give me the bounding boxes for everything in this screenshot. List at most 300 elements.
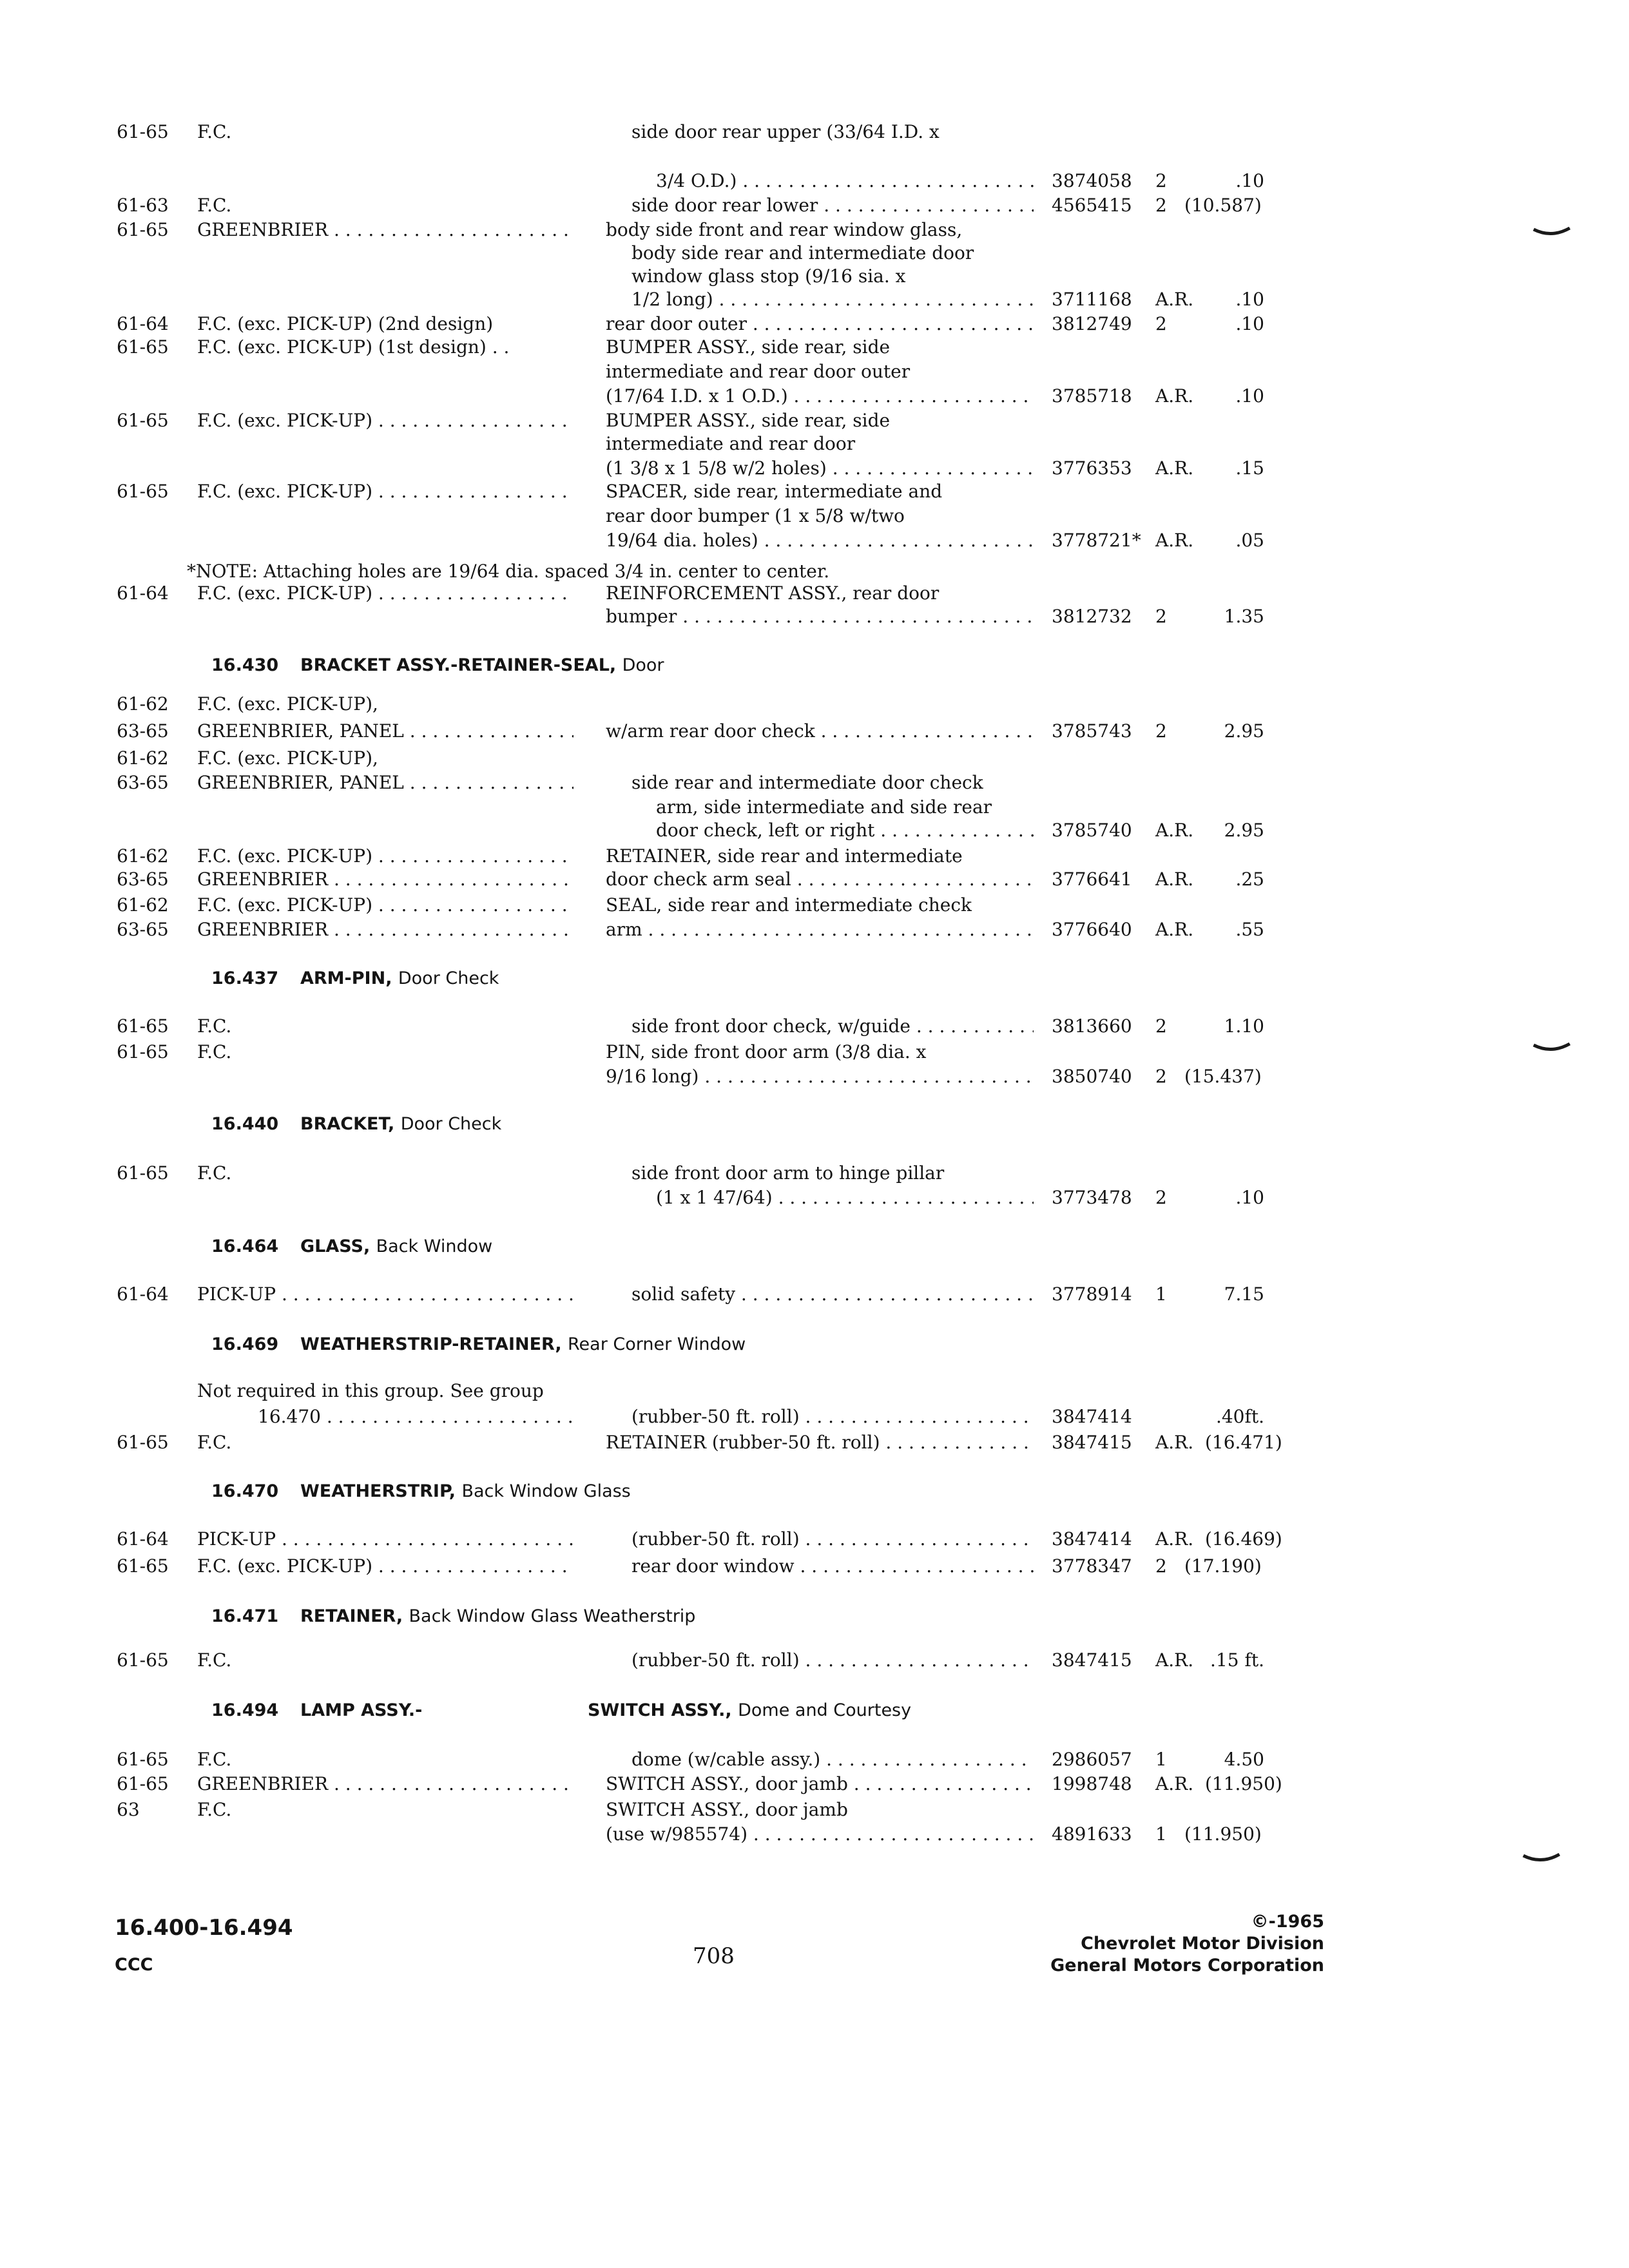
part-number: 3847414 <box>1052 1406 1132 1427</box>
leader-dots <box>848 1773 1034 1794</box>
parts-row <box>0 432 1629 456</box>
part-description <box>656 169 1034 193</box>
leader-dots <box>372 845 574 867</box>
part-number: 3847414 <box>1052 1528 1132 1550</box>
model-usage-text: GREENBRIER <box>197 869 329 890</box>
part-description <box>631 264 905 289</box>
part-description-text: SWITCH ASSY., door jamb <box>606 1799 848 1820</box>
quantity: A.R. <box>1155 869 1194 890</box>
model-years: 61-65 <box>117 121 169 142</box>
model-years: 61-65 <box>117 219 169 240</box>
part-description-text: intermediate and rear door outer <box>606 361 911 382</box>
section-title <box>300 1235 492 1259</box>
part-description <box>606 1798 848 1822</box>
model-years: 63-65 <box>117 772 169 793</box>
quantity: 2 <box>1155 170 1167 191</box>
parts-row <box>0 1798 1629 1822</box>
model-years: 61-64 <box>117 1528 169 1550</box>
part-number: 3874058 <box>1052 170 1132 191</box>
page-number: 708 <box>693 1943 735 1969</box>
part-description <box>631 1747 1034 1772</box>
model-usage <box>197 844 574 869</box>
leader-dots <box>372 481 574 502</box>
part-number: 1998748 <box>1052 1773 1132 1794</box>
quantity: A.R. <box>1155 919 1194 940</box>
parts-row <box>0 918 1629 942</box>
section-heading <box>0 1332 1629 1357</box>
part-number: 3785718 <box>1052 385 1132 407</box>
model-usage-text: GREENBRIER <box>197 219 329 240</box>
quantity: A.R. <box>1155 1773 1194 1794</box>
parts-row <box>0 1772 1629 1796</box>
part-number: 4891633 <box>1052 1823 1132 1845</box>
section-title-main: BRACKET ASSY.-RETAINER-SEAL, <box>300 655 617 675</box>
part-description <box>631 1014 1034 1039</box>
part-description <box>631 1648 1034 1673</box>
quantity: 2 <box>1155 1066 1167 1087</box>
part-description-text: 9/16 long) <box>606 1066 699 1087</box>
price: (16.471) <box>1205 1432 1282 1453</box>
leader-dots <box>800 1649 1034 1671</box>
part-number: 3813660 <box>1052 1015 1132 1037</box>
quantity: A.R. <box>1155 1432 1194 1453</box>
footer-code: CCC <box>115 1955 153 1975</box>
model-years: 63-65 <box>117 869 169 890</box>
punch-mark-decoration <box>1532 227 1571 238</box>
section-number: 16.464 <box>211 1236 279 1256</box>
part-description-text: arm <box>606 919 642 940</box>
part-description-text: RETAINER, side rear and intermediate <box>606 845 963 867</box>
part-description <box>606 844 963 869</box>
parts-row <box>0 1014 1629 1039</box>
section-title-main: ARM-PIN, <box>300 968 392 988</box>
model-years: 61-65 <box>117 410 169 431</box>
leader-dots <box>795 1555 1034 1577</box>
part-description-text: side rear and intermediate door check <box>631 772 983 793</box>
footer-division: Chevrolet Motor Division <box>1081 1934 1324 1954</box>
model-usage-text: F.C. <box>197 121 232 142</box>
price: .40ft. <box>1215 1406 1264 1427</box>
model-usage-text: F.C. <box>197 1041 232 1062</box>
quantity: A.R. <box>1155 820 1194 841</box>
parts-row <box>0 844 1629 869</box>
part-number: 3785740 <box>1052 820 1132 841</box>
model-years: 61-62 <box>117 845 169 867</box>
part-description <box>631 120 940 144</box>
model-usage-text: PICK-UP <box>197 1283 276 1305</box>
model-usage-text: F.C. <box>197 1799 232 1820</box>
part-description <box>631 241 974 265</box>
parts-row <box>0 360 1629 384</box>
part-description <box>631 1405 1034 1429</box>
part-number: 3776640 <box>1052 919 1132 940</box>
part-description-text: (rubber-50 ft. roll) <box>631 1649 800 1671</box>
section-title-main: WEATHERSTRIP-RETAINER, <box>300 1334 562 1354</box>
leader-dots <box>328 869 574 890</box>
model-usage-text: F.C. <box>197 195 232 216</box>
price: 4.50 <box>1224 1749 1264 1770</box>
model-years: 61-62 <box>117 894 169 916</box>
part-description-text: side door rear lower <box>631 195 818 216</box>
part-description <box>631 1282 1034 1307</box>
model-years: 61-64 <box>117 1283 169 1305</box>
price: 1.10 <box>1224 1015 1264 1037</box>
section-subtitle: Back Window Glass <box>461 1481 631 1501</box>
part-number: 3812732 <box>1052 606 1132 627</box>
part-description <box>606 1430 1034 1455</box>
leader-dots <box>773 1187 1034 1208</box>
note-text: *NOTE: Attaching holes are 19/64 dia. spaced 3/4 in. center to center. <box>187 561 830 582</box>
model-usage <box>197 1430 231 1455</box>
leader-dots <box>827 457 1034 479</box>
part-description-text: rear door outer <box>606 313 747 334</box>
part-description-text: arm, side intermediate and side rear <box>656 796 992 818</box>
model-usage-text: F.C. (exc. PICK-UP) <box>197 410 372 431</box>
part-description <box>606 893 972 918</box>
part-number: 3776353 <box>1052 457 1132 479</box>
section-number: 16.440 <box>211 1114 279 1134</box>
part-description-text: 19/64 dia. holes) <box>606 530 758 551</box>
leader-dots <box>372 894 574 916</box>
part-description <box>606 218 962 242</box>
part-number: 2986057 <box>1052 1749 1132 1770</box>
model-usage-text: F.C. <box>197 1015 232 1037</box>
parts-row <box>0 169 1629 193</box>
parts-row <box>0 1282 1629 1307</box>
part-description-text: 3/4 O.D.) <box>656 170 737 191</box>
model-usage <box>197 581 574 606</box>
price: .05 <box>1235 530 1264 551</box>
part-description <box>631 287 1034 312</box>
part-description-text: door check, left or right <box>656 820 875 841</box>
model-usage-text: F.C. <box>197 1162 232 1184</box>
parts-row <box>0 218 1629 242</box>
price: (17.190) <box>1184 1555 1262 1577</box>
price: (16.469) <box>1205 1528 1282 1550</box>
leader-dots <box>328 219 574 240</box>
leader-dots <box>642 919 1034 940</box>
model-usage <box>197 1772 574 1796</box>
section-title <box>300 653 664 678</box>
price: .10 <box>1235 170 1264 191</box>
parts-row <box>0 479 1629 504</box>
parts-row <box>0 193 1629 218</box>
part-description-text: rear door bumper (1 x 5/8 w/two <box>606 505 905 526</box>
model-usage <box>197 218 574 242</box>
part-description <box>606 604 1034 629</box>
part-description-text: BUMPER ASSY., side rear, side <box>606 336 891 358</box>
model-usage-text: F.C. (exc. PICK-UP), <box>197 693 378 715</box>
model-usage-text: GREENBRIER, PANEL <box>197 720 404 742</box>
price: (11.950) <box>1184 1823 1262 1845</box>
section-heading <box>0 1604 1629 1629</box>
leader-dots <box>321 1406 574 1427</box>
model-usage-text: Not required in this group. See group <box>197 1380 544 1401</box>
parts-row <box>0 1040 1629 1064</box>
model-usage <box>197 335 509 360</box>
parts-row <box>0 1747 1629 1772</box>
leader-dots <box>328 1773 574 1794</box>
part-description <box>656 795 992 820</box>
price: 2.95 <box>1224 820 1264 841</box>
section-title <box>300 1479 631 1504</box>
punch-mark-decoration <box>1522 1853 1561 1865</box>
quantity: 2 <box>1155 1555 1167 1577</box>
model-usage <box>197 312 493 336</box>
parts-row <box>0 1161 1629 1186</box>
part-description <box>631 1527 1034 1552</box>
part-number: 3778721* <box>1052 530 1141 551</box>
model-years: 61-63 <box>117 195 169 216</box>
section-subtitle: Back Window Glass Weatherstrip <box>409 1606 696 1626</box>
parts-row <box>0 867 1629 892</box>
section-title <box>300 966 499 991</box>
part-description-text: (17/64 I.D. x 1 O.D.) <box>606 385 788 407</box>
model-usage <box>197 1798 231 1822</box>
model-usage-text: F.C. (exc. PICK-UP), <box>197 747 378 769</box>
part-number: 3850740 <box>1052 1066 1132 1087</box>
parts-row <box>0 1648 1629 1673</box>
section-heading <box>0 966 1629 991</box>
section-title-second <box>588 1698 911 1723</box>
part-description-text: side front door check, w/guide <box>631 1015 911 1037</box>
leader-dots <box>713 289 1034 310</box>
section-title <box>300 1112 501 1137</box>
parts-row <box>0 581 1629 606</box>
section-heading <box>0 653 1629 678</box>
part-description <box>631 193 1034 218</box>
parts-row <box>0 692 1629 716</box>
model-usage <box>197 692 378 716</box>
part-number: 3847415 <box>1052 1432 1132 1453</box>
part-description <box>606 918 1034 942</box>
model-years: 63-65 <box>117 720 169 742</box>
part-description-text: door check arm seal <box>606 869 791 890</box>
model-usage <box>197 1527 574 1552</box>
price: 2.95 <box>1224 720 1264 742</box>
model-usage <box>197 1282 574 1307</box>
parts-row <box>0 1186 1629 1210</box>
parts-row <box>0 1379 1629 1403</box>
leader-dots <box>820 1749 1034 1770</box>
part-description <box>606 408 890 433</box>
part-description-text: intermediate and rear door <box>606 433 856 454</box>
section-subtitle: Dome and Courtesy <box>738 1700 912 1720</box>
part-description-text: PIN, side front door arm (3/8 dia. x <box>606 1041 927 1062</box>
section-subtitle: Door Check <box>398 968 499 988</box>
part-description <box>606 360 910 384</box>
model-years: 63 <box>117 1799 140 1820</box>
part-number: 3847415 <box>1052 1649 1132 1671</box>
part-description <box>606 384 1034 408</box>
part-description <box>606 581 939 606</box>
part-description <box>606 528 1034 553</box>
quantity: A.R. <box>1155 385 1194 407</box>
section-subtitle: Back Window <box>376 1236 493 1256</box>
punch-mark-decoration <box>1532 1043 1571 1054</box>
section-title-main: RETAINER, <box>300 1606 403 1626</box>
leader-dots <box>404 720 574 742</box>
section-title-main: LAMP ASSY.- <box>300 1700 423 1720</box>
model-usage-text: F.C. (exc. PICK-UP) <box>197 845 372 867</box>
section-subtitle: Rear Corner Window <box>568 1334 746 1354</box>
price: 7.15 <box>1224 1283 1264 1305</box>
leader-dots <box>276 1283 574 1305</box>
parts-row <box>0 241 1629 265</box>
model-usage-text: PICK-UP <box>197 1528 276 1550</box>
model-usage <box>197 867 574 892</box>
leader-dots <box>880 1432 1034 1453</box>
part-description-text: body side rear and intermediate door <box>631 242 974 264</box>
section-number: 16.494 <box>211 1700 279 1720</box>
model-years: 61-65 <box>117 336 169 358</box>
parts-row <box>0 528 1629 553</box>
leader-dots <box>800 1528 1034 1550</box>
section-heading <box>0 1479 1629 1504</box>
part-number: 3778347 <box>1052 1555 1132 1577</box>
price: 1.35 <box>1224 606 1264 627</box>
leader-dots <box>758 530 1034 551</box>
leader-dots <box>747 1823 1034 1845</box>
model-years: 61-65 <box>117 1773 169 1794</box>
section-number: 16.469 <box>211 1334 279 1354</box>
part-description <box>606 719 1034 744</box>
model-years: 61-65 <box>117 1015 169 1037</box>
part-description-text: REINFORCEMENT ASSY., rear door <box>606 582 940 604</box>
part-number: 3776641 <box>1052 869 1132 890</box>
parts-row <box>0 408 1629 433</box>
parts-row <box>0 771 1629 795</box>
part-description <box>606 432 855 456</box>
parts-row <box>0 287 1629 312</box>
parts-row <box>0 1405 1629 1429</box>
leader-dots <box>747 313 1034 334</box>
price: .10 <box>1235 385 1264 407</box>
part-description-text: w/arm rear door check <box>606 720 815 742</box>
model-years: 61-65 <box>117 1041 169 1062</box>
part-number: 3773478 <box>1052 1187 1132 1208</box>
part-description-text: SPACER, side rear, intermediate and <box>606 481 943 502</box>
part-number: 4565415 <box>1052 195 1132 216</box>
model-usage-text: F.C. (exc. PICK-UP) <box>197 481 372 502</box>
part-description-text: rear door window <box>631 1555 795 1577</box>
quantity: 2 <box>1155 313 1167 334</box>
price: .15 ft. <box>1210 1649 1264 1671</box>
part-description-text: SEAL, side rear and intermediate check <box>606 894 972 916</box>
model-years: 61-65 <box>117 1162 169 1184</box>
price: (15.437) <box>1184 1066 1262 1087</box>
quantity: A.R. <box>1155 457 1194 479</box>
section-number: 16.470 <box>211 1481 279 1501</box>
part-description <box>606 867 1034 892</box>
model-usage <box>197 918 574 942</box>
leader-dots <box>815 720 1034 742</box>
part-description-text: (rubber-50 ft. roll) <box>631 1406 800 1427</box>
part-description <box>631 771 983 795</box>
footer-section-range: 16.400-16.494 <box>115 1915 293 1941</box>
parts-row <box>0 1554 1629 1579</box>
note-row <box>0 559 1629 584</box>
leader-dots <box>735 1283 1034 1305</box>
part-number: 3785743 <box>1052 720 1132 742</box>
model-usage <box>197 893 574 918</box>
price: .10 <box>1235 313 1264 334</box>
parts-row <box>0 818 1629 843</box>
parts-row <box>0 120 1629 144</box>
quantity: A.R. <box>1155 289 1194 310</box>
model-usage <box>197 479 574 504</box>
model-usage-text: F.C. (exc. PICK-UP) (1st design) . . <box>197 336 510 358</box>
part-description <box>606 1772 1034 1796</box>
price: .10 <box>1235 289 1264 310</box>
model-years: 61-65 <box>117 481 169 502</box>
model-years: 61-64 <box>117 582 169 604</box>
leader-dots <box>372 410 574 431</box>
part-description <box>606 312 1034 336</box>
leader-dots <box>404 772 574 793</box>
part-description <box>606 1040 926 1064</box>
leader-dots <box>911 1015 1034 1037</box>
leader-dots <box>372 582 574 604</box>
parts-row <box>0 1527 1629 1552</box>
model-usage <box>197 719 574 744</box>
model-years: 61-62 <box>117 693 169 715</box>
model-years: 61-65 <box>117 1649 169 1671</box>
section-title <box>300 1604 695 1629</box>
parts-row <box>0 312 1629 336</box>
model-usage <box>197 408 574 433</box>
model-years: 61-65 <box>117 1749 169 1770</box>
part-number: 3778914 <box>1052 1283 1132 1305</box>
part-description-text: window glass stop (9/16 sia. x <box>631 265 906 287</box>
section-title-second-main: SWITCH ASSY., <box>588 1700 732 1720</box>
part-description <box>606 1822 1034 1847</box>
part-description-text: body side front and rear window glass, <box>606 219 963 240</box>
part-description-text: dome (w/cable assy.) <box>631 1749 821 1770</box>
model-usage-text: F.C. (exc. PICK-UP) <box>197 894 372 916</box>
part-description-text: BUMPER ASSY., side rear, side <box>606 410 891 431</box>
model-usage-text: F.C. <box>197 1432 232 1453</box>
model-usage-text: F.C. (exc. PICK-UP) <box>197 1555 372 1577</box>
price: .10 <box>1235 1187 1264 1208</box>
parts-row <box>0 604 1629 629</box>
part-description-text: bumper <box>606 606 677 627</box>
model-usage-text: GREENBRIER <box>197 1773 329 1794</box>
leader-dots <box>699 1066 1034 1087</box>
quantity: 2 <box>1155 606 1167 627</box>
section-number: 16.437 <box>211 968 279 988</box>
part-description <box>606 479 942 504</box>
part-description <box>606 456 1034 481</box>
part-description-text: 1/2 long) <box>631 289 713 310</box>
section-subtitle: Door Check <box>400 1114 502 1134</box>
parts-row <box>0 893 1629 918</box>
part-description <box>631 1161 944 1186</box>
part-description-text: (rubber-50 ft. roll) <box>631 1528 800 1550</box>
parts-row <box>0 795 1629 820</box>
model-usage <box>197 120 231 144</box>
leader-dots <box>788 385 1034 407</box>
model-years: 61-65 <box>117 1432 169 1453</box>
parts-row <box>0 504 1629 528</box>
section-heading <box>0 1112 1629 1137</box>
part-description-text: (1 3/8 x 1 5/8 w/2 holes) <box>606 457 827 479</box>
price: .55 <box>1235 919 1264 940</box>
model-usage <box>258 1405 574 1429</box>
parts-row <box>0 1064 1629 1089</box>
leader-dots <box>677 606 1034 627</box>
part-description <box>606 1064 1034 1089</box>
